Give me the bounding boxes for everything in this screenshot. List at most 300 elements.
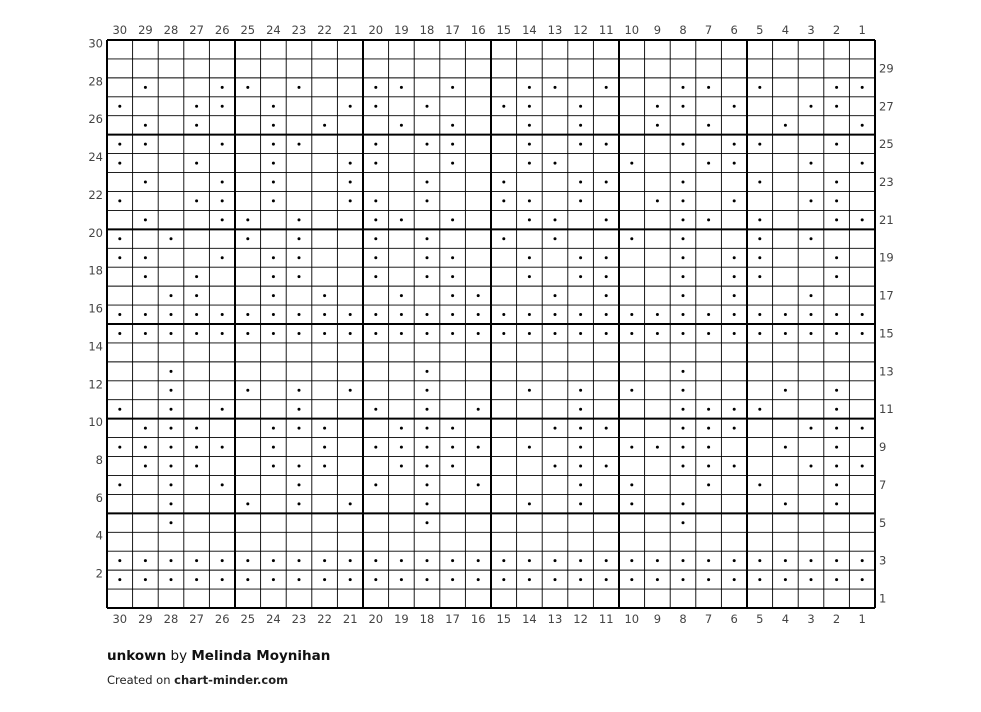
purl-stitch-dot bbox=[349, 181, 352, 184]
purl-stitch-dot bbox=[246, 332, 249, 335]
row-label-left: 28 bbox=[88, 74, 103, 89]
purl-stitch-dot bbox=[451, 162, 454, 165]
purl-stitch-dot bbox=[118, 143, 121, 146]
purl-stitch-dot bbox=[272, 124, 275, 127]
purl-stitch-dot bbox=[272, 162, 275, 165]
column-label-bottom: 7 bbox=[704, 612, 713, 626]
purl-stitch-dot bbox=[272, 427, 275, 430]
purl-stitch-dot bbox=[554, 162, 557, 165]
column-label-bottom: 14 bbox=[522, 612, 537, 626]
row-label-right: 13 bbox=[879, 364, 894, 379]
row-label-right: 19 bbox=[879, 250, 894, 265]
purl-stitch-dot bbox=[630, 559, 633, 562]
purl-stitch-dot bbox=[272, 332, 275, 335]
column-label-bottom: 3 bbox=[807, 612, 815, 626]
row-label-left: 6 bbox=[95, 490, 103, 505]
purl-stitch-dot bbox=[861, 332, 864, 335]
purl-stitch-dot bbox=[426, 105, 429, 108]
column-label-bottom: 27 bbox=[189, 612, 204, 626]
purl-stitch-dot bbox=[579, 181, 582, 184]
purl-stitch-dot bbox=[682, 521, 685, 524]
column-label-bottom: 23 bbox=[291, 612, 307, 626]
purl-stitch-dot bbox=[298, 427, 301, 430]
purl-stitch-dot bbox=[118, 483, 121, 486]
purl-stitch-dot bbox=[758, 181, 761, 184]
purl-stitch-dot bbox=[272, 181, 275, 184]
purl-stitch-dot bbox=[605, 256, 608, 259]
purl-stitch-dot bbox=[682, 578, 685, 581]
purl-stitch-dot bbox=[554, 427, 557, 430]
purl-stitch-dot bbox=[682, 181, 685, 184]
author-name: Melinda Moynihan bbox=[191, 648, 331, 664]
purl-stitch-dot bbox=[144, 143, 147, 146]
purl-stitch-dot bbox=[733, 313, 736, 316]
purl-stitch-dot bbox=[630, 502, 633, 505]
purl-stitch-dot bbox=[682, 370, 685, 373]
row-label-left: 18 bbox=[88, 263, 103, 278]
purl-stitch-dot bbox=[579, 483, 582, 486]
purl-stitch-dot bbox=[170, 332, 173, 335]
purl-stitch-dot bbox=[118, 559, 121, 562]
purl-stitch-dot bbox=[374, 275, 377, 278]
purl-stitch-dot bbox=[810, 199, 813, 202]
column-label-bottom: 6 bbox=[730, 612, 738, 626]
purl-stitch-dot bbox=[195, 199, 198, 202]
purl-stitch-dot bbox=[221, 105, 224, 108]
row-label-right: 9 bbox=[879, 440, 887, 455]
purl-stitch-dot bbox=[272, 446, 275, 449]
purl-stitch-dot bbox=[170, 294, 173, 297]
purl-stitch-dot bbox=[272, 256, 275, 259]
purl-stitch-dot bbox=[298, 143, 301, 146]
purl-stitch-dot bbox=[707, 446, 710, 449]
purl-stitch-dot bbox=[554, 294, 557, 297]
purl-stitch-dot bbox=[528, 446, 531, 449]
purl-stitch-dot bbox=[682, 105, 685, 108]
purl-stitch-dot bbox=[835, 181, 838, 184]
purl-stitch-dot bbox=[221, 559, 224, 562]
column-label-top: 11 bbox=[598, 23, 614, 37]
column-label-top: 16 bbox=[470, 23, 486, 37]
column-label-top: 5 bbox=[756, 23, 764, 37]
purl-stitch-dot bbox=[605, 559, 608, 562]
purl-stitch-dot bbox=[528, 105, 531, 108]
purl-stitch-dot bbox=[374, 199, 377, 202]
purl-stitch-dot bbox=[554, 332, 557, 335]
column-label-top: 24 bbox=[266, 23, 281, 37]
purl-stitch-dot bbox=[451, 256, 454, 259]
purl-stitch-dot bbox=[630, 483, 633, 486]
purl-stitch-dot bbox=[605, 275, 608, 278]
purl-stitch-dot bbox=[298, 408, 301, 411]
purl-stitch-dot bbox=[451, 124, 454, 127]
purl-stitch-dot bbox=[682, 446, 685, 449]
purl-stitch-dot bbox=[298, 86, 301, 89]
column-label-top: 1 bbox=[858, 23, 866, 37]
column-label-top: 7 bbox=[704, 23, 713, 37]
purl-stitch-dot bbox=[835, 199, 838, 202]
purl-stitch-dot bbox=[528, 143, 531, 146]
purl-stitch-dot bbox=[195, 332, 198, 335]
row-label-left: 24 bbox=[88, 150, 103, 165]
purl-stitch-dot bbox=[349, 332, 352, 335]
purl-stitch-dot bbox=[221, 143, 224, 146]
purl-stitch-dot bbox=[733, 578, 736, 581]
purl-stitch-dot bbox=[195, 162, 198, 165]
purl-stitch-dot bbox=[528, 313, 531, 316]
purl-stitch-dot bbox=[400, 218, 403, 221]
purl-stitch-dot bbox=[426, 483, 429, 486]
row-label-left: 8 bbox=[95, 453, 103, 467]
purl-stitch-dot bbox=[426, 143, 429, 146]
column-label-top: 12 bbox=[573, 23, 588, 37]
column-label-bottom: 16 bbox=[470, 612, 486, 626]
purl-stitch-dot bbox=[733, 162, 736, 165]
column-label-bottom: 29 bbox=[138, 612, 153, 626]
purl-stitch-dot bbox=[426, 559, 429, 562]
purl-stitch-dot bbox=[554, 578, 557, 581]
purl-stitch-dot bbox=[374, 143, 377, 146]
column-label-top: 30 bbox=[112, 23, 128, 37]
purl-stitch-dot bbox=[707, 559, 710, 562]
purl-stitch-dot bbox=[298, 218, 301, 221]
purl-stitch-dot bbox=[579, 559, 582, 562]
purl-stitch-dot bbox=[605, 294, 608, 297]
purl-stitch-dot bbox=[605, 218, 608, 221]
purl-stitch-dot bbox=[374, 446, 377, 449]
purl-stitch-dot bbox=[861, 218, 864, 221]
purl-stitch-dot bbox=[630, 313, 633, 316]
purl-stitch-dot bbox=[579, 143, 582, 146]
purl-stitch-dot bbox=[605, 332, 608, 335]
column-label-bottom: 17 bbox=[445, 612, 460, 626]
purl-stitch-dot bbox=[784, 313, 787, 316]
purl-stitch-dot bbox=[323, 446, 326, 449]
purl-stitch-dot bbox=[682, 313, 685, 316]
purl-stitch-dot bbox=[835, 218, 838, 221]
purl-stitch-dot bbox=[579, 275, 582, 278]
purl-stitch-dot bbox=[630, 389, 633, 392]
purl-stitch-dot bbox=[477, 559, 480, 562]
purl-stitch-dot bbox=[374, 578, 377, 581]
purl-stitch-dot bbox=[144, 86, 147, 89]
purl-stitch-dot bbox=[528, 502, 531, 505]
purl-stitch-dot bbox=[733, 199, 736, 202]
purl-stitch-dot bbox=[400, 559, 403, 562]
row-label-left: 22 bbox=[88, 187, 103, 202]
purl-stitch-dot bbox=[707, 313, 710, 316]
purl-stitch-dot bbox=[170, 313, 173, 316]
row-label-right: 7 bbox=[879, 477, 887, 492]
purl-stitch-dot bbox=[733, 332, 736, 335]
row-label-right: 29 bbox=[879, 61, 894, 76]
purl-stitch-dot bbox=[554, 465, 557, 468]
purl-stitch-dot bbox=[426, 313, 429, 316]
purl-stitch-dot bbox=[298, 389, 301, 392]
purl-stitch-dot bbox=[170, 446, 173, 449]
purl-stitch-dot bbox=[272, 105, 275, 108]
purl-stitch-dot bbox=[144, 181, 147, 184]
purl-stitch-dot bbox=[400, 313, 403, 316]
row-label-right: 27 bbox=[879, 99, 894, 114]
purl-stitch-dot bbox=[810, 105, 813, 108]
purl-stitch-dot bbox=[861, 427, 864, 430]
purl-stitch-dot bbox=[426, 502, 429, 505]
purl-stitch-dot bbox=[682, 275, 685, 278]
purl-stitch-dot bbox=[682, 143, 685, 146]
purl-stitch-dot bbox=[707, 332, 710, 335]
purl-stitch-dot bbox=[502, 199, 505, 202]
purl-stitch-dot bbox=[835, 502, 838, 505]
column-label-bottom: 28 bbox=[163, 612, 179, 626]
purl-stitch-dot bbox=[195, 275, 198, 278]
purl-stitch-dot bbox=[349, 105, 352, 108]
purl-stitch-dot bbox=[221, 332, 224, 335]
purl-stitch-dot bbox=[835, 332, 838, 335]
purl-stitch-dot bbox=[579, 408, 582, 411]
row-label-left: 14 bbox=[88, 339, 103, 354]
purl-stitch-dot bbox=[528, 124, 531, 127]
purl-stitch-dot bbox=[272, 199, 275, 202]
purl-stitch-dot bbox=[835, 465, 838, 468]
column-label-bottom: 24 bbox=[266, 612, 281, 626]
purl-stitch-dot bbox=[579, 578, 582, 581]
purl-stitch-dot bbox=[195, 124, 198, 127]
purl-stitch-dot bbox=[298, 275, 301, 278]
purl-stitch-dot bbox=[170, 559, 173, 562]
purl-stitch-dot bbox=[579, 465, 582, 468]
purl-stitch-dot bbox=[579, 389, 582, 392]
purl-stitch-dot bbox=[246, 578, 249, 581]
purl-stitch-dot bbox=[682, 502, 685, 505]
column-label-bottom: 4 bbox=[781, 612, 790, 626]
purl-stitch-dot bbox=[579, 502, 582, 505]
column-label-top: 8 bbox=[679, 23, 687, 37]
purl-stitch-dot bbox=[426, 427, 429, 430]
purl-stitch-dot bbox=[502, 332, 505, 335]
purl-stitch-dot bbox=[630, 332, 633, 335]
purl-stitch-dot bbox=[426, 465, 429, 468]
purl-stitch-dot bbox=[707, 86, 710, 89]
row-label-left: 2 bbox=[95, 566, 103, 581]
purl-stitch-dot bbox=[170, 521, 173, 524]
purl-stitch-dot bbox=[272, 294, 275, 297]
purl-stitch-dot bbox=[221, 446, 224, 449]
purl-stitch-dot bbox=[298, 578, 301, 581]
purl-stitch-dot bbox=[349, 502, 352, 505]
purl-stitch-dot bbox=[144, 559, 147, 562]
purl-stitch-dot bbox=[733, 256, 736, 259]
purl-stitch-dot bbox=[656, 124, 659, 127]
column-label-bottom: 9 bbox=[653, 612, 662, 626]
purl-stitch-dot bbox=[221, 313, 224, 316]
purl-stitch-dot bbox=[221, 218, 224, 221]
purl-stitch-dot bbox=[451, 294, 454, 297]
purl-stitch-dot bbox=[400, 124, 403, 127]
purl-stitch-dot bbox=[835, 313, 838, 316]
purl-stitch-dot bbox=[682, 408, 685, 411]
column-label-top: 4 bbox=[781, 23, 790, 37]
purl-stitch-dot bbox=[118, 578, 121, 581]
column-label-bottom: 21 bbox=[342, 612, 358, 626]
purl-stitch-dot bbox=[784, 124, 787, 127]
purl-stitch-dot bbox=[144, 427, 147, 430]
purl-stitch-dot bbox=[323, 578, 326, 581]
purl-stitch-dot bbox=[579, 105, 582, 108]
row-label-right: 5 bbox=[879, 515, 887, 530]
column-label-top: 26 bbox=[214, 23, 230, 37]
purl-stitch-dot bbox=[144, 578, 147, 581]
column-label-bottom: 30 bbox=[112, 612, 128, 626]
purl-stitch-dot bbox=[707, 578, 710, 581]
purl-stitch-dot bbox=[835, 427, 838, 430]
purl-stitch-dot bbox=[758, 237, 761, 240]
purl-stitch-dot bbox=[861, 465, 864, 468]
purl-stitch-dot bbox=[682, 199, 685, 202]
purl-stitch-dot bbox=[349, 313, 352, 316]
purl-stitch-dot bbox=[810, 294, 813, 297]
purl-stitch-dot bbox=[835, 275, 838, 278]
column-label-bottom: 20 bbox=[368, 612, 384, 626]
purl-stitch-dot bbox=[784, 332, 787, 335]
purl-stitch-dot bbox=[144, 446, 147, 449]
purl-stitch-dot bbox=[477, 313, 480, 316]
purl-stitch-dot bbox=[682, 389, 685, 392]
column-label-bottom: 26 bbox=[214, 612, 230, 626]
column-label-bottom: 13 bbox=[547, 612, 563, 626]
row-label-right: 17 bbox=[879, 288, 894, 303]
purl-stitch-dot bbox=[835, 559, 838, 562]
purl-stitch-dot bbox=[477, 578, 480, 581]
purl-stitch-dot bbox=[118, 237, 121, 240]
purl-stitch-dot bbox=[707, 218, 710, 221]
purl-stitch-dot bbox=[810, 465, 813, 468]
column-label-bottom: 1 bbox=[858, 612, 866, 626]
purl-stitch-dot bbox=[758, 256, 761, 259]
column-label-bottom: 15 bbox=[496, 612, 512, 626]
purl-stitch-dot bbox=[605, 86, 608, 89]
purl-stitch-dot bbox=[374, 332, 377, 335]
purl-stitch-dot bbox=[758, 559, 761, 562]
purl-stitch-dot bbox=[528, 256, 531, 259]
purl-stitch-dot bbox=[810, 313, 813, 316]
purl-stitch-dot bbox=[630, 162, 633, 165]
column-label-top: 19 bbox=[394, 23, 409, 37]
purl-stitch-dot bbox=[835, 483, 838, 486]
purl-stitch-dot bbox=[118, 256, 121, 259]
purl-stitch-dot bbox=[221, 408, 224, 411]
purl-stitch-dot bbox=[349, 199, 352, 202]
column-label-top: 15 bbox=[496, 23, 512, 37]
purl-stitch-dot bbox=[502, 181, 505, 184]
column-label-top: 29 bbox=[138, 23, 153, 37]
purl-stitch-dot bbox=[349, 559, 352, 562]
purl-stitch-dot bbox=[554, 237, 557, 240]
purl-stitch-dot bbox=[323, 313, 326, 316]
purl-stitch-dot bbox=[118, 162, 121, 165]
purl-stitch-dot bbox=[656, 313, 659, 316]
purl-stitch-dot bbox=[707, 465, 710, 468]
purl-stitch-dot bbox=[477, 483, 480, 486]
row-label-right: 11 bbox=[879, 402, 894, 417]
purl-stitch-dot bbox=[656, 559, 659, 562]
purl-stitch-dot bbox=[426, 370, 429, 373]
column-label-bottom: 12 bbox=[573, 612, 588, 626]
purl-stitch-dot bbox=[170, 389, 173, 392]
row-label-left: 10 bbox=[88, 415, 103, 430]
purl-stitch-dot bbox=[733, 559, 736, 562]
purl-stitch-dot bbox=[682, 86, 685, 89]
purl-stitch-dot bbox=[605, 313, 608, 316]
purl-stitch-dot bbox=[426, 199, 429, 202]
row-label-left: 12 bbox=[88, 377, 103, 392]
purl-stitch-dot bbox=[144, 218, 147, 221]
purl-stitch-dot bbox=[374, 86, 377, 89]
purl-stitch-dot bbox=[554, 86, 557, 89]
purl-stitch-dot bbox=[298, 332, 301, 335]
purl-stitch-dot bbox=[451, 465, 454, 468]
column-label-bottom: 5 bbox=[756, 612, 764, 626]
purl-stitch-dot bbox=[835, 389, 838, 392]
row-label-right: 23 bbox=[879, 175, 894, 189]
purl-stitch-dot bbox=[221, 483, 224, 486]
purl-stitch-dot bbox=[195, 578, 198, 581]
purl-stitch-dot bbox=[605, 465, 608, 468]
purl-stitch-dot bbox=[400, 446, 403, 449]
purl-stitch-dot bbox=[246, 86, 249, 89]
purl-stitch-dot bbox=[579, 332, 582, 335]
purl-stitch-dot bbox=[682, 427, 685, 430]
row-label-left: 20 bbox=[88, 225, 103, 240]
purl-stitch-dot bbox=[733, 105, 736, 108]
purl-stitch-dot bbox=[170, 578, 173, 581]
column-label-bottom: 22 bbox=[317, 612, 332, 626]
column-label-top: 22 bbox=[317, 23, 332, 37]
purl-stitch-dot bbox=[810, 237, 813, 240]
purl-stitch-dot bbox=[298, 237, 301, 240]
purl-stitch-dot bbox=[246, 313, 249, 316]
purl-stitch-dot bbox=[835, 256, 838, 259]
purl-stitch-dot bbox=[656, 332, 659, 335]
column-label-top: 27 bbox=[189, 23, 204, 37]
purl-stitch-dot bbox=[733, 408, 736, 411]
purl-stitch-dot bbox=[451, 427, 454, 430]
purl-stitch-dot bbox=[656, 578, 659, 581]
column-label-bottom: 10 bbox=[624, 612, 640, 626]
column-label-top: 17 bbox=[445, 23, 460, 37]
purl-stitch-dot bbox=[451, 578, 454, 581]
purl-stitch-dot bbox=[374, 218, 377, 221]
purl-stitch-dot bbox=[298, 313, 301, 316]
purl-stitch-dot bbox=[374, 313, 377, 316]
row-label-left: 4 bbox=[95, 528, 103, 543]
purl-stitch-dot bbox=[477, 408, 480, 411]
column-label-top: 28 bbox=[163, 23, 179, 37]
purl-stitch-dot bbox=[118, 446, 121, 449]
purl-stitch-dot bbox=[426, 181, 429, 184]
column-label-top: 23 bbox=[291, 23, 307, 37]
purl-stitch-dot bbox=[784, 578, 787, 581]
purl-stitch-dot bbox=[118, 199, 121, 202]
purl-stitch-dot bbox=[810, 162, 813, 165]
column-label-top: 25 bbox=[240, 23, 256, 37]
purl-stitch-dot bbox=[170, 502, 173, 505]
purl-stitch-dot bbox=[707, 408, 710, 411]
column-label-top: 13 bbox=[547, 23, 563, 37]
purl-stitch-dot bbox=[656, 446, 659, 449]
site-link[interactable]: chart-minder.com bbox=[174, 673, 289, 687]
purl-stitch-dot bbox=[298, 502, 301, 505]
